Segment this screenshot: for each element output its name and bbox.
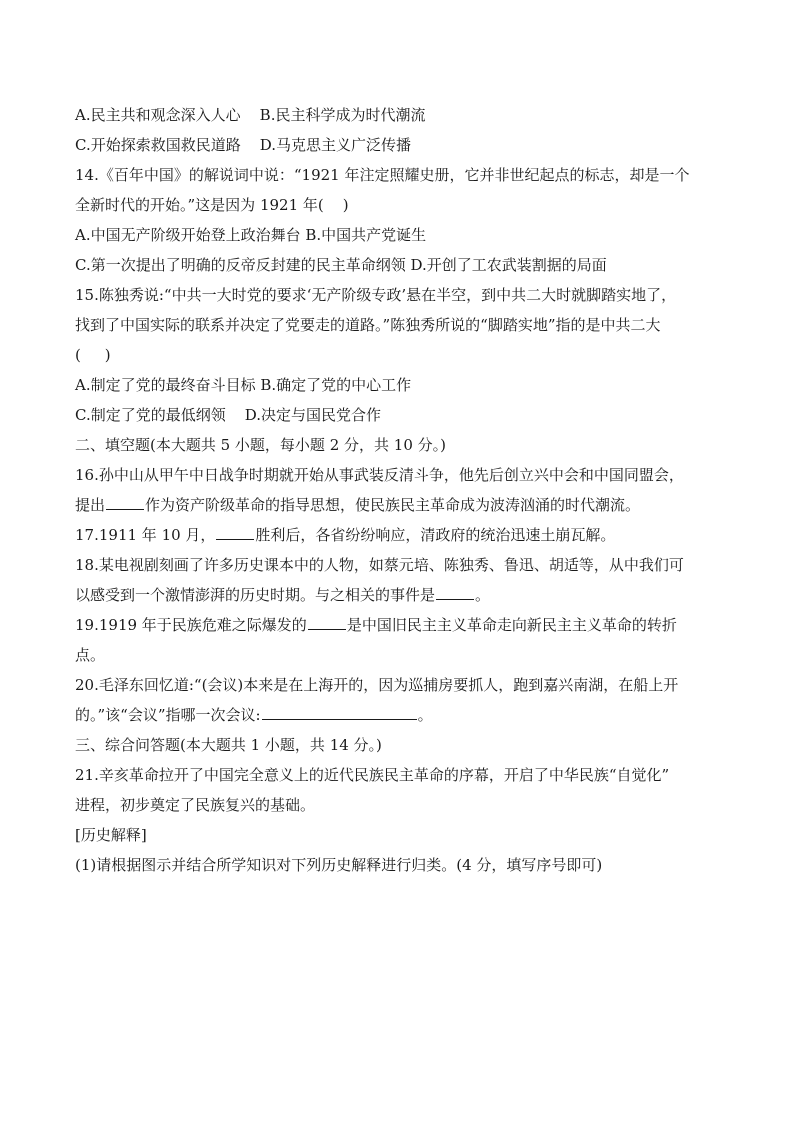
q13-options-line1: A.民主共和观念深入人心 B.民主科学成为时代潮流 xyxy=(75,106,426,124)
q19-line1-end: 是中国旧民主主义革命走向新民主主义革命的转折 xyxy=(346,616,677,634)
q14-stem-line2: 全新时代的开始。”这是因为 1921 年( ) xyxy=(75,196,349,214)
q18-line2-start: 以感受到一个激情澎湃的历史时期。与之相关的事件是 xyxy=(75,586,436,604)
q18-answer-blank[interactable] xyxy=(436,581,474,600)
q19-line1 xyxy=(75,610,734,640)
q14-options-line1: A.中国无产阶级开始登上政治舞台 B.中国共产党诞生 xyxy=(75,226,427,244)
q21-line2: 进程，初步奠定了民族复兴的基础。 xyxy=(75,796,316,814)
q18-line2 xyxy=(75,580,734,610)
q15-stem-line3: ( ) xyxy=(75,346,111,364)
q17-answer-blank[interactable] xyxy=(216,521,254,540)
q17-end: 胜利后，各省纷纷响应，清政府的统治迅速土崩瓦解。 xyxy=(255,526,616,544)
q14-stem-line1: 14.《百年中国》的解说词中说：“1921 年注定照耀史册，它并非世纪起点的标志，却是一个 xyxy=(75,166,690,184)
section-3-heading: 三、综合问答题(本大题共 1 小题，共 14 分。) xyxy=(75,736,382,754)
q20-line2 xyxy=(75,700,734,730)
q16-line2 xyxy=(75,490,734,520)
q18-line1: 18.某电视剧刻画了许多历史课本中的人物，如蔡元培、陈独秀、鲁迅、胡适等，从中我们可 xyxy=(75,556,684,574)
q15-options-line2: C.制定了党的最低纲领 D.决定与国民党合作 xyxy=(75,406,382,424)
q20-answer-blank[interactable] xyxy=(262,701,417,720)
q17-start: 17.1911 年 10 月， xyxy=(75,526,216,544)
q21-subheading: [历史解释] xyxy=(75,826,147,844)
q18-line2-end: 。 xyxy=(475,586,491,604)
q21-line1: 21.辛亥革命拉开了中国完全意义上的近代民族民主革命的序幕，开启了中华民族“自觉化” xyxy=(75,766,670,784)
q15-stem-line1: 15.陈独秀说:“中共一大时党的要求‘无产阶级专政’悬在半空，到中共二大时就脚踏实地了， xyxy=(75,286,677,304)
q21-subquestion-1: (1)请根据图示并结合所学知识对下列历史解释进行归类。(4 分，填写序号即可) xyxy=(75,856,603,874)
q19-line2: 点。 xyxy=(75,646,106,664)
q20-line2-end: 。 xyxy=(417,706,433,724)
q15-stem-line2: 找到了中国实际的联系并决定了党要走的道路。”陈独秀所说的“脚踏实地”指的是中共二大 xyxy=(75,316,661,334)
q19-line1-start: 19.1919 年于民族危难之际爆发的 xyxy=(75,616,307,634)
q16-line2-end: 作为资产阶级革命的指导思想，使民族民主革命成为波涛汹涌的时代潮流。 xyxy=(145,496,641,514)
q16-line1: 16.孙中山从甲午中日战争时期就开始从事武装反清斗争，他先后创立兴中会和中国同盟会， xyxy=(75,466,684,484)
q14-options-line2: C.第一次提出了明确的反帝反封建的民主革命纲领 D.开创了工农武装割据的局面 xyxy=(75,256,607,274)
section-2-heading: 二、填空题(本大题共 5 小题，每小题 2 分，共 10 分。) xyxy=(75,436,446,454)
q13-options-line2: C.开始探索救国救民道路 D.马克思主义广泛传播 xyxy=(75,136,412,154)
q16-line2-start: 提出 xyxy=(75,496,106,514)
q15-options-line1: A.制定了党的最终奋斗目标 B.确定了党的中心工作 xyxy=(75,376,412,394)
q17-line xyxy=(75,520,734,550)
q16-answer-blank[interactable] xyxy=(106,491,144,510)
q20-line1: 20.毛泽东回忆道:“(会议)本来是在上海开的，因为巡捕房要抓人，跑到嘉兴南湖，在船上开 xyxy=(75,676,679,694)
q19-answer-blank[interactable] xyxy=(308,611,346,630)
q20-line2-start: 的。”该“会议”指哪一次会议: xyxy=(75,706,261,724)
